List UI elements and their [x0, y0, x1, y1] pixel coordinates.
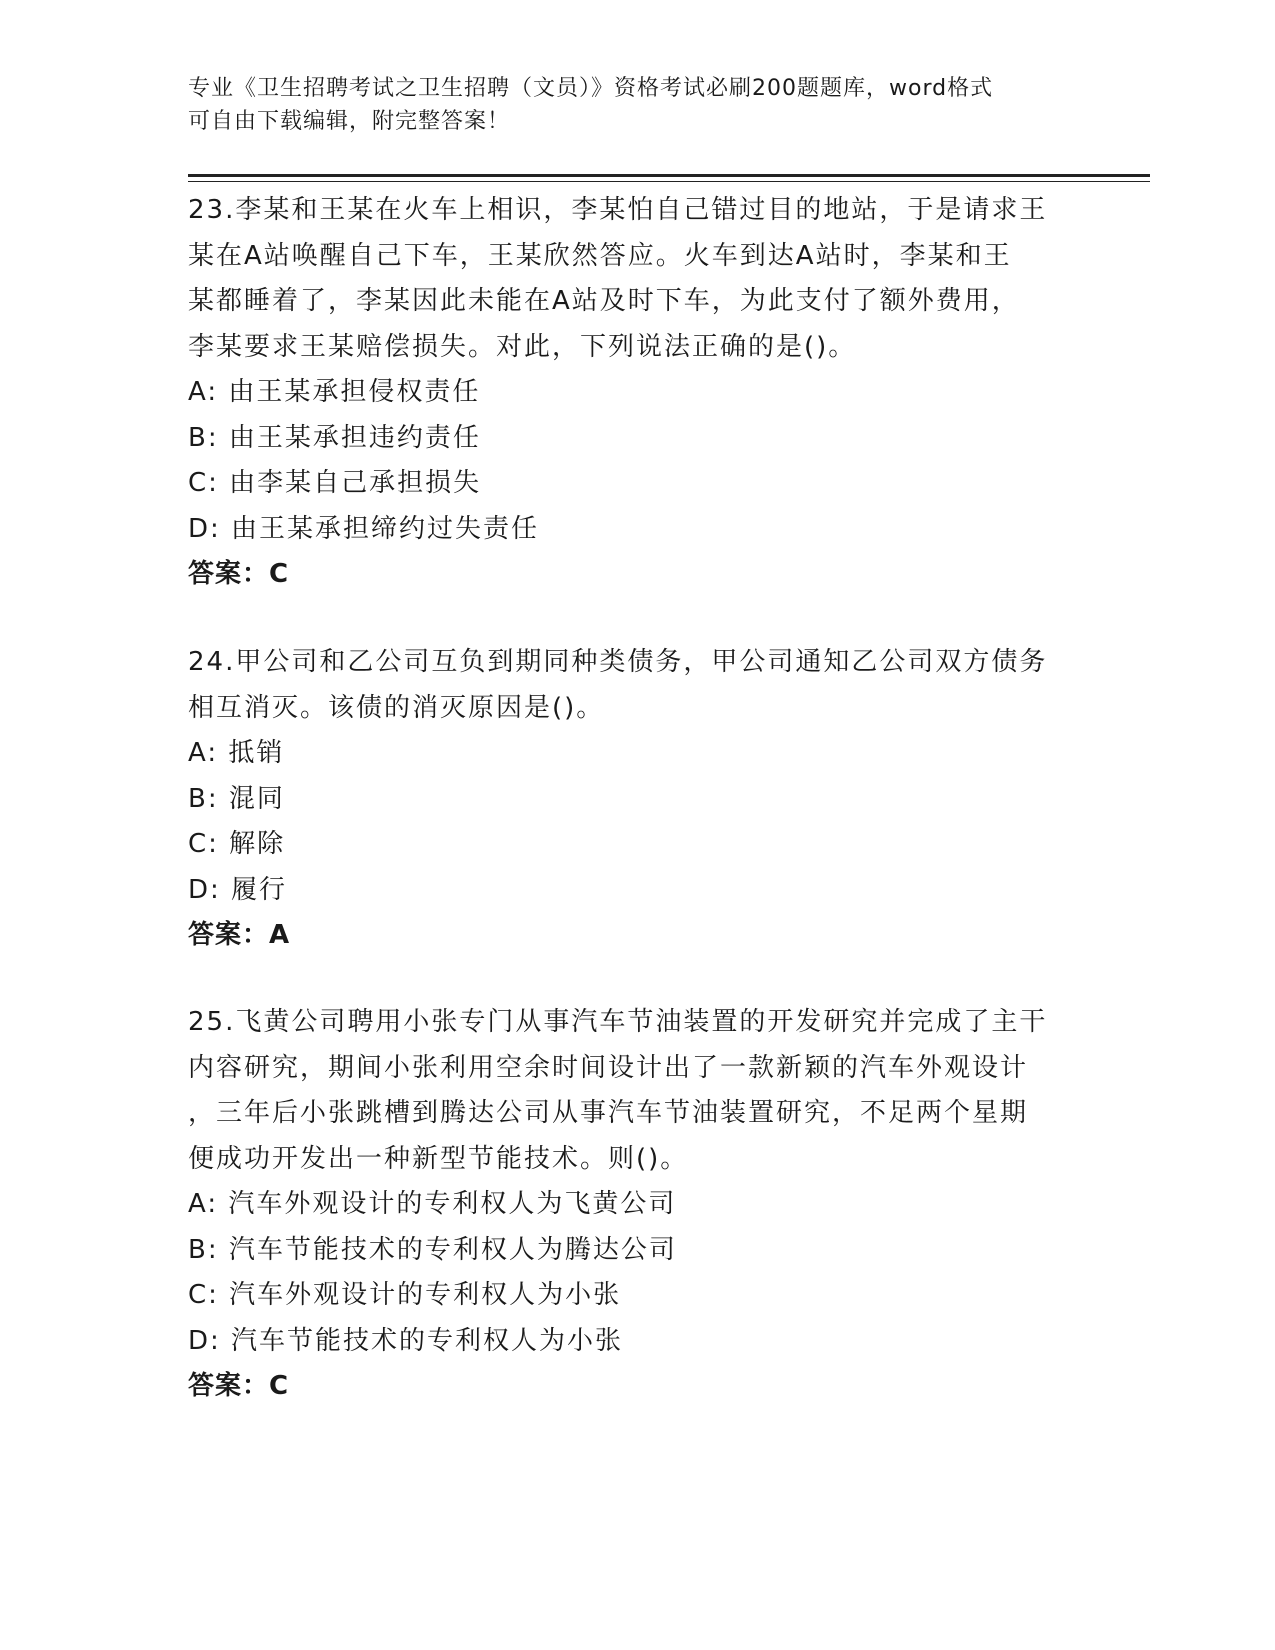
option-c: C: 解除 — [188, 829, 286, 859]
option-c: C: 汽车外观设计的专利权人为小张 — [188, 1280, 622, 1310]
question-stem-line: ，三年后小张跳槽到腾达公司从事汽车节油装置研究，不足两个星期 — [188, 1098, 1029, 1128]
option-b: B: 混同 — [188, 783, 285, 814]
option-b: B: 由王某承担违约责任 — [188, 422, 481, 453]
option-b: B: 汽车节能技术的专利权人为腾达公司 — [188, 1234, 677, 1265]
option-d: D: 履行 — [188, 874, 288, 905]
question-25 — [188, 1000, 1088, 1410]
option-d: D: 汽车节能技术的专利权人为小张 — [188, 1325, 624, 1356]
question-stem-line: 相互消灭。该债的消灭原因是()。 — [188, 692, 605, 723]
question-stem-line: 24.甲公司和乙公司互负到期同种类债务，甲公司通知乙公司双方债务 — [188, 647, 1048, 677]
question-stem-line: 李某要求王某赔偿损失。对此，下列说法正确的是()。 — [188, 331, 857, 362]
question-stem-line: 25.飞黄公司聘用小张专门从事汽车节油装置的开发研究并完成了主干 — [188, 1007, 1048, 1037]
question-stem-line: 便成功开发出一种新型节能技术。则()。 — [188, 1143, 689, 1174]
header-line-1: 专业《卫生招聘考试之卫生招聘（文员）》资格考试必刷200题题库，word格式 — [188, 76, 994, 101]
option-a: A: 汽车外观设计的专利权人为飞黄公司 — [188, 1189, 677, 1219]
question-stem-line: 某在A站唤醒自己下车，王某欣然答应。火车到达A站时，李某和王 — [188, 240, 1012, 271]
question-24 — [188, 640, 1088, 959]
answer-line: 答案：C — [188, 559, 290, 589]
option-a: A: 由王某承担侵权责任 — [188, 377, 481, 407]
question-stem-line: 内容研究，期间小张利用空余时间设计出了一款新颖的汽车外观设计 — [188, 1052, 1029, 1083]
option-a: A: 抵销 — [188, 738, 285, 768]
option-d: D: 由王某承担缔约过失责任 — [188, 513, 540, 544]
answer-line: 答案：A — [188, 920, 291, 950]
header-divider-thin — [188, 181, 1150, 182]
question-23 — [188, 188, 1088, 598]
header-divider-thick — [188, 174, 1150, 177]
answer-line: 答案：C — [188, 1371, 290, 1401]
option-c: C: 由李某自己承担损失 — [188, 468, 482, 498]
question-stem-line: 23.李某和王某在火车上相识，李某怕自己错过目的地站，于是请求王 — [188, 195, 1048, 225]
question-stem-line: 某都睡着了，李某因此未能在A站及时下车，为此支付了额外费用， — [188, 286, 1020, 316]
document-header — [188, 72, 1068, 138]
header-line-2: 可自由下载编辑，附完整答案！ — [188, 109, 511, 134]
